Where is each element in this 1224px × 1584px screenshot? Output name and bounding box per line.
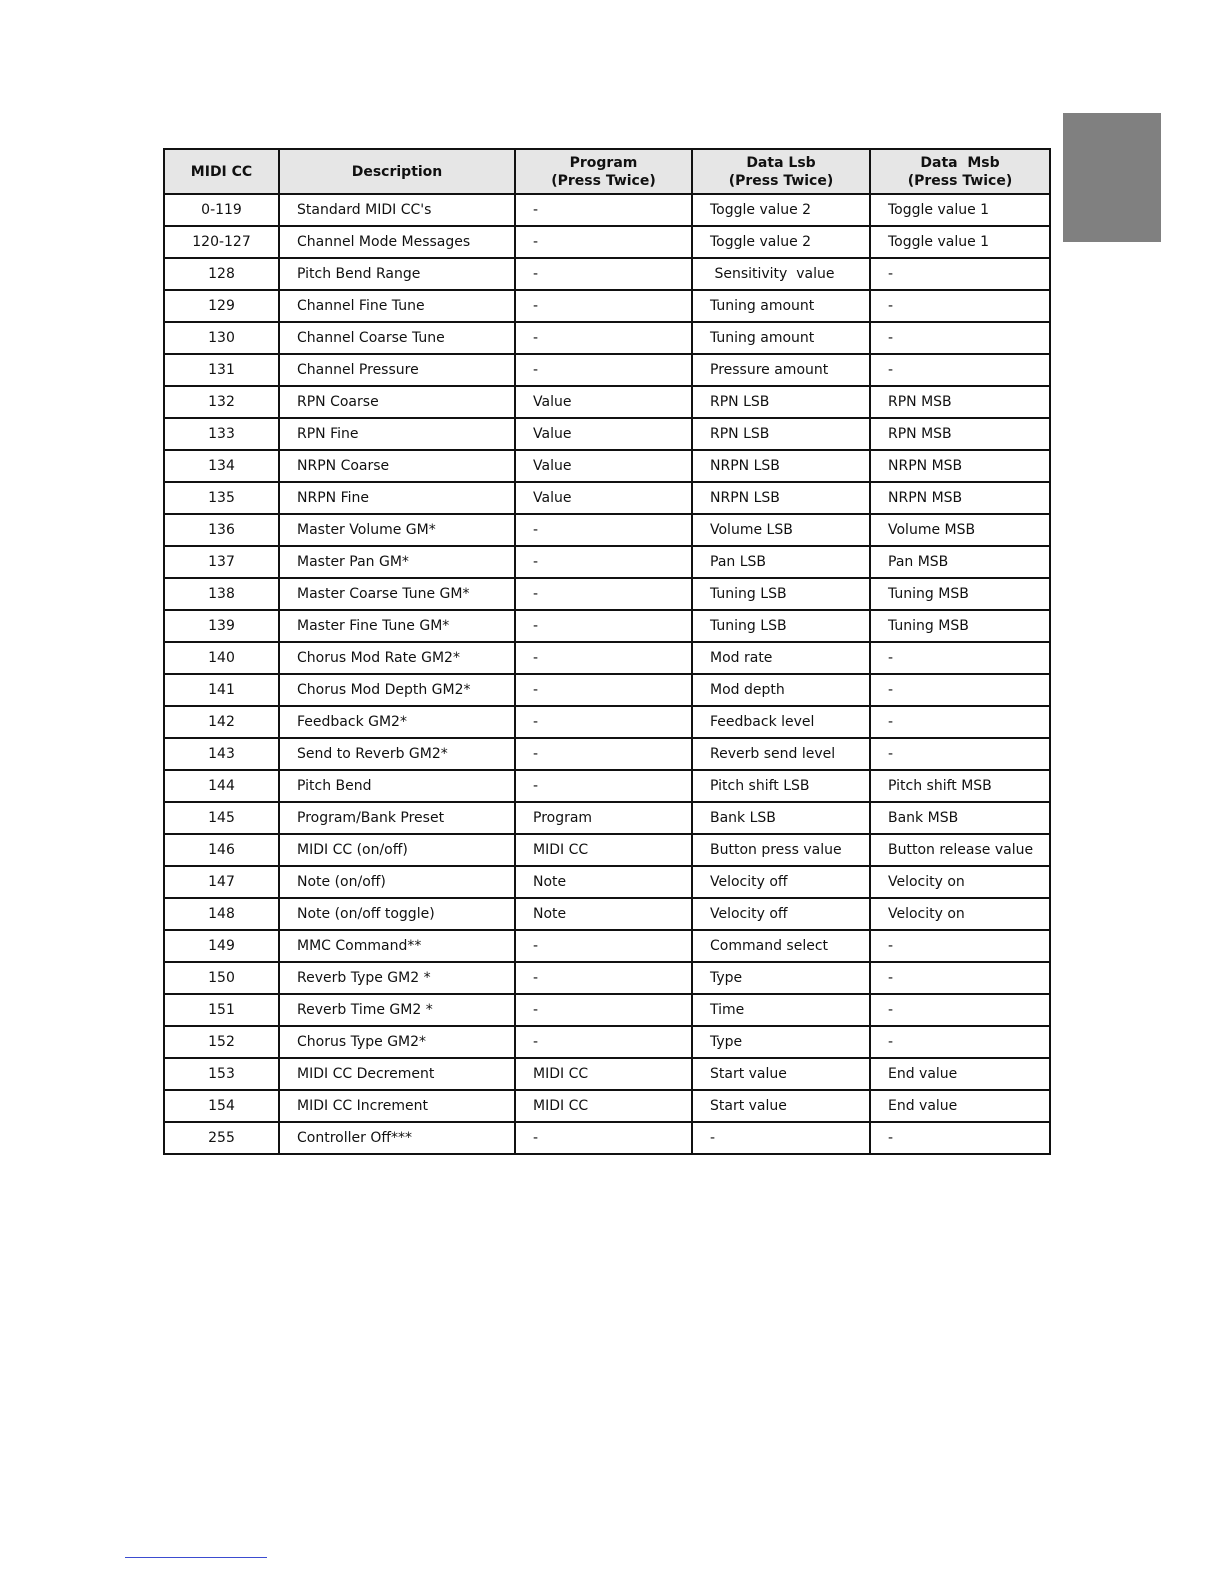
cell-description: Note (on/off) bbox=[279, 866, 515, 898]
table-row bbox=[164, 1026, 1050, 1058]
cell-data-lsb: Tuning amount bbox=[692, 322, 870, 354]
cell-data-msb: NRPN MSB bbox=[870, 482, 1050, 514]
cell-data-lsb: Button press value bbox=[692, 834, 870, 866]
table-row bbox=[164, 994, 1050, 1026]
cell-description: MMC Command** bbox=[279, 930, 515, 962]
cell-midi-cc: 148 bbox=[164, 898, 279, 930]
cell-midi-cc: 130 bbox=[164, 322, 279, 354]
cell-midi-cc: 131 bbox=[164, 354, 279, 386]
cell-description: MIDI CC (on/off) bbox=[279, 834, 515, 866]
cell-data-msb: Tuning MSB bbox=[870, 578, 1050, 610]
cell-description: NRPN Fine bbox=[279, 482, 515, 514]
cell-data-lsb: RPN LSB bbox=[692, 418, 870, 450]
cell-program: - bbox=[515, 322, 692, 354]
table-row bbox=[164, 546, 1050, 578]
table-row bbox=[164, 610, 1050, 642]
header-program bbox=[515, 149, 692, 194]
cell-midi-cc: 150 bbox=[164, 962, 279, 994]
cell-program: MIDI CC bbox=[515, 1090, 692, 1122]
cell-midi-cc: 136 bbox=[164, 514, 279, 546]
cell-program: Program bbox=[515, 802, 692, 834]
cell-data-lsb: Toggle value 2 bbox=[692, 194, 870, 226]
table-row bbox=[164, 642, 1050, 674]
cell-program: - bbox=[515, 770, 692, 802]
table-row bbox=[164, 802, 1050, 834]
cell-data-msb: NRPN MSB bbox=[870, 450, 1050, 482]
cell-description: Master Fine Tune GM* bbox=[279, 610, 515, 642]
cell-midi-cc: 137 bbox=[164, 546, 279, 578]
table-row bbox=[164, 706, 1050, 738]
cell-data-lsb: Type bbox=[692, 962, 870, 994]
cell-description: Note (on/off toggle) bbox=[279, 898, 515, 930]
cell-description: Feedback GM2* bbox=[279, 706, 515, 738]
cell-description: Chorus Mod Rate GM2* bbox=[279, 642, 515, 674]
cell-midi-cc: 144 bbox=[164, 770, 279, 802]
header-data-msb bbox=[870, 149, 1050, 194]
cell-data-msb: - bbox=[870, 738, 1050, 770]
header-data-msb-title: Data Msb bbox=[920, 154, 1000, 171]
cell-data-msb: - bbox=[870, 1026, 1050, 1058]
cell-program: - bbox=[515, 962, 692, 994]
cell-midi-cc: 142 bbox=[164, 706, 279, 738]
cell-description: Channel Coarse Tune bbox=[279, 322, 515, 354]
header-description: Description bbox=[279, 149, 515, 194]
cell-program: - bbox=[515, 642, 692, 674]
table-body bbox=[164, 194, 1050, 1154]
table-row bbox=[164, 962, 1050, 994]
cell-midi-cc: 152 bbox=[164, 1026, 279, 1058]
cell-program: - bbox=[515, 930, 692, 962]
cell-program: Value bbox=[515, 386, 692, 418]
header-data-lsb-note: (Press Twice) bbox=[728, 172, 834, 189]
cell-data-lsb: Pan LSB bbox=[692, 546, 870, 578]
table-row bbox=[164, 226, 1050, 258]
cell-data-msb: - bbox=[870, 706, 1050, 738]
cell-program: - bbox=[515, 1026, 692, 1058]
table-row bbox=[164, 1058, 1050, 1090]
cell-midi-cc: 143 bbox=[164, 738, 279, 770]
cell-midi-cc: 154 bbox=[164, 1090, 279, 1122]
cell-data-lsb: Mod rate bbox=[692, 642, 870, 674]
cell-program: - bbox=[515, 194, 692, 226]
cell-data-lsb: Pressure amount bbox=[692, 354, 870, 386]
cell-program: Value bbox=[515, 482, 692, 514]
cell-data-msb: - bbox=[870, 258, 1050, 290]
table-row bbox=[164, 770, 1050, 802]
table-row bbox=[164, 514, 1050, 546]
cell-program: - bbox=[515, 674, 692, 706]
table-row bbox=[164, 578, 1050, 610]
cell-data-lsb: NRPN LSB bbox=[692, 450, 870, 482]
table-row bbox=[164, 674, 1050, 706]
table-row bbox=[164, 898, 1050, 930]
cell-data-lsb: Velocity off bbox=[692, 898, 870, 930]
cell-description: Program/Bank Preset bbox=[279, 802, 515, 834]
table-row bbox=[164, 418, 1050, 450]
cell-data-msb: Toggle value 1 bbox=[870, 226, 1050, 258]
midi-cc-table bbox=[163, 148, 1051, 1155]
cell-data-lsb: Tuning LSB bbox=[692, 610, 870, 642]
cell-description: Controller Off*** bbox=[279, 1122, 515, 1154]
cell-description: NRPN Coarse bbox=[279, 450, 515, 482]
cell-description: Reverb Type GM2 * bbox=[279, 962, 515, 994]
cell-description: Channel Fine Tune bbox=[279, 290, 515, 322]
table-row bbox=[164, 354, 1050, 386]
cell-description: Master Volume GM* bbox=[279, 514, 515, 546]
cell-data-msb: End value bbox=[870, 1058, 1050, 1090]
section-tab-marker bbox=[1063, 113, 1161, 242]
cell-midi-cc: 128 bbox=[164, 258, 279, 290]
cell-midi-cc: 140 bbox=[164, 642, 279, 674]
cell-description: RPN Fine bbox=[279, 418, 515, 450]
cell-program: - bbox=[515, 738, 692, 770]
header-midi-cc: MIDI CC bbox=[164, 149, 279, 194]
cell-description: Master Pan GM* bbox=[279, 546, 515, 578]
table-header bbox=[164, 149, 1050, 194]
cell-midi-cc: 132 bbox=[164, 386, 279, 418]
cell-program: - bbox=[515, 994, 692, 1026]
cell-data-lsb: Bank LSB bbox=[692, 802, 870, 834]
cell-data-msb: - bbox=[870, 642, 1050, 674]
cell-data-msb: RPN MSB bbox=[870, 386, 1050, 418]
table-row bbox=[164, 290, 1050, 322]
cell-program: MIDI CC bbox=[515, 834, 692, 866]
cell-midi-cc: 120-127 bbox=[164, 226, 279, 258]
cell-data-msb: Velocity on bbox=[870, 866, 1050, 898]
cell-data-lsb: Command select bbox=[692, 930, 870, 962]
cell-program: Note bbox=[515, 866, 692, 898]
cell-data-lsb: Pitch shift LSB bbox=[692, 770, 870, 802]
cell-description: MIDI CC Increment bbox=[279, 1090, 515, 1122]
cell-data-msb: Bank MSB bbox=[870, 802, 1050, 834]
cell-midi-cc: 129 bbox=[164, 290, 279, 322]
cell-program: - bbox=[515, 258, 692, 290]
cell-program: - bbox=[515, 226, 692, 258]
cell-program: - bbox=[515, 546, 692, 578]
cell-data-lsb: Volume LSB bbox=[692, 514, 870, 546]
cell-data-msb: - bbox=[870, 290, 1050, 322]
cell-midi-cc: 146 bbox=[164, 834, 279, 866]
table-row bbox=[164, 866, 1050, 898]
table-row bbox=[164, 1090, 1050, 1122]
cell-description: Chorus Mod Depth GM2* bbox=[279, 674, 515, 706]
cell-data-msb: - bbox=[870, 322, 1050, 354]
cell-program: - bbox=[515, 514, 692, 546]
cell-data-lsb: - bbox=[692, 1122, 870, 1154]
cell-data-msb: - bbox=[870, 354, 1050, 386]
cell-description: Send to Reverb GM2* bbox=[279, 738, 515, 770]
cell-data-msb: - bbox=[870, 674, 1050, 706]
cell-program: - bbox=[515, 1122, 692, 1154]
cell-description: Channel Mode Messages bbox=[279, 226, 515, 258]
cell-description: RPN Coarse bbox=[279, 386, 515, 418]
cell-data-lsb: Start value bbox=[692, 1090, 870, 1122]
cell-program: - bbox=[515, 706, 692, 738]
header-program-title: Program bbox=[569, 154, 638, 171]
cell-data-lsb: RPN LSB bbox=[692, 386, 870, 418]
cell-data-lsb: Sensitivity value bbox=[692, 258, 870, 290]
cell-data-lsb: Tuning amount bbox=[692, 290, 870, 322]
footer-rule bbox=[125, 1557, 267, 1558]
cell-data-msb: End value bbox=[870, 1090, 1050, 1122]
cell-data-msb: Volume MSB bbox=[870, 514, 1050, 546]
table-row bbox=[164, 450, 1050, 482]
table-row bbox=[164, 930, 1050, 962]
cell-midi-cc: 149 bbox=[164, 930, 279, 962]
cell-data-lsb: Velocity off bbox=[692, 866, 870, 898]
cell-description: Master Coarse Tune GM* bbox=[279, 578, 515, 610]
cell-midi-cc: 133 bbox=[164, 418, 279, 450]
cell-data-msb: Toggle value 1 bbox=[870, 194, 1050, 226]
cell-data-msb: Tuning MSB bbox=[870, 610, 1050, 642]
cell-midi-cc: 135 bbox=[164, 482, 279, 514]
cell-midi-cc: 141 bbox=[164, 674, 279, 706]
table-row bbox=[164, 386, 1050, 418]
cell-description: Chorus Type GM2* bbox=[279, 1026, 515, 1058]
header-row bbox=[164, 149, 1050, 194]
cell-program: - bbox=[515, 578, 692, 610]
cell-data-lsb: Reverb send level bbox=[692, 738, 870, 770]
cell-data-lsb: Mod depth bbox=[692, 674, 870, 706]
cell-data-msb: - bbox=[870, 962, 1050, 994]
cell-midi-cc: 153 bbox=[164, 1058, 279, 1090]
cell-data-msb: RPN MSB bbox=[870, 418, 1050, 450]
table-row bbox=[164, 738, 1050, 770]
cell-description: Pitch Bend bbox=[279, 770, 515, 802]
cell-description: MIDI CC Decrement bbox=[279, 1058, 515, 1090]
cell-data-lsb: Start value bbox=[692, 1058, 870, 1090]
cell-program: Value bbox=[515, 418, 692, 450]
cell-midi-cc: 138 bbox=[164, 578, 279, 610]
cell-program: Value bbox=[515, 450, 692, 482]
cell-description: Reverb Time GM2 * bbox=[279, 994, 515, 1026]
cell-description: Channel Pressure bbox=[279, 354, 515, 386]
cell-data-msb: Velocity on bbox=[870, 898, 1050, 930]
cell-midi-cc: 151 bbox=[164, 994, 279, 1026]
table-row bbox=[164, 482, 1050, 514]
header-data-lsb bbox=[692, 149, 870, 194]
cell-midi-cc: 139 bbox=[164, 610, 279, 642]
cell-data-lsb: Toggle value 2 bbox=[692, 226, 870, 258]
table-row bbox=[164, 1122, 1050, 1154]
header-program-note: (Press Twice) bbox=[551, 172, 656, 189]
cell-midi-cc: 145 bbox=[164, 802, 279, 834]
cell-data-lsb: Time bbox=[692, 994, 870, 1026]
cell-program: MIDI CC bbox=[515, 1058, 692, 1090]
cell-data-lsb: Feedback level bbox=[692, 706, 870, 738]
table-row bbox=[164, 322, 1050, 354]
cell-data-msb: Pan MSB bbox=[870, 546, 1050, 578]
cell-data-lsb: NRPN LSB bbox=[692, 482, 870, 514]
cell-data-lsb: Tuning LSB bbox=[692, 578, 870, 610]
header-data-lsb-title: Data Lsb bbox=[746, 154, 816, 171]
cell-midi-cc: 0-119 bbox=[164, 194, 279, 226]
cell-midi-cc: 255 bbox=[164, 1122, 279, 1154]
cell-data-msb: - bbox=[870, 930, 1050, 962]
cell-data-msb: Pitch shift MSB bbox=[870, 770, 1050, 802]
cell-description: Pitch Bend Range bbox=[279, 258, 515, 290]
header-data-msb-note: (Press Twice) bbox=[907, 172, 1013, 189]
cell-data-lsb: Type bbox=[692, 1026, 870, 1058]
table-row bbox=[164, 194, 1050, 226]
cell-program: Note bbox=[515, 898, 692, 930]
cell-data-msb: Button release value bbox=[870, 834, 1050, 866]
cell-data-msb: - bbox=[870, 1122, 1050, 1154]
cell-midi-cc: 147 bbox=[164, 866, 279, 898]
cell-program: - bbox=[515, 610, 692, 642]
table-row bbox=[164, 258, 1050, 290]
cell-program: - bbox=[515, 290, 692, 322]
table-row bbox=[164, 834, 1050, 866]
cell-description: Standard MIDI CC's bbox=[279, 194, 515, 226]
cell-midi-cc: 134 bbox=[164, 450, 279, 482]
cell-data-msb: - bbox=[870, 994, 1050, 1026]
cell-program: - bbox=[515, 354, 692, 386]
